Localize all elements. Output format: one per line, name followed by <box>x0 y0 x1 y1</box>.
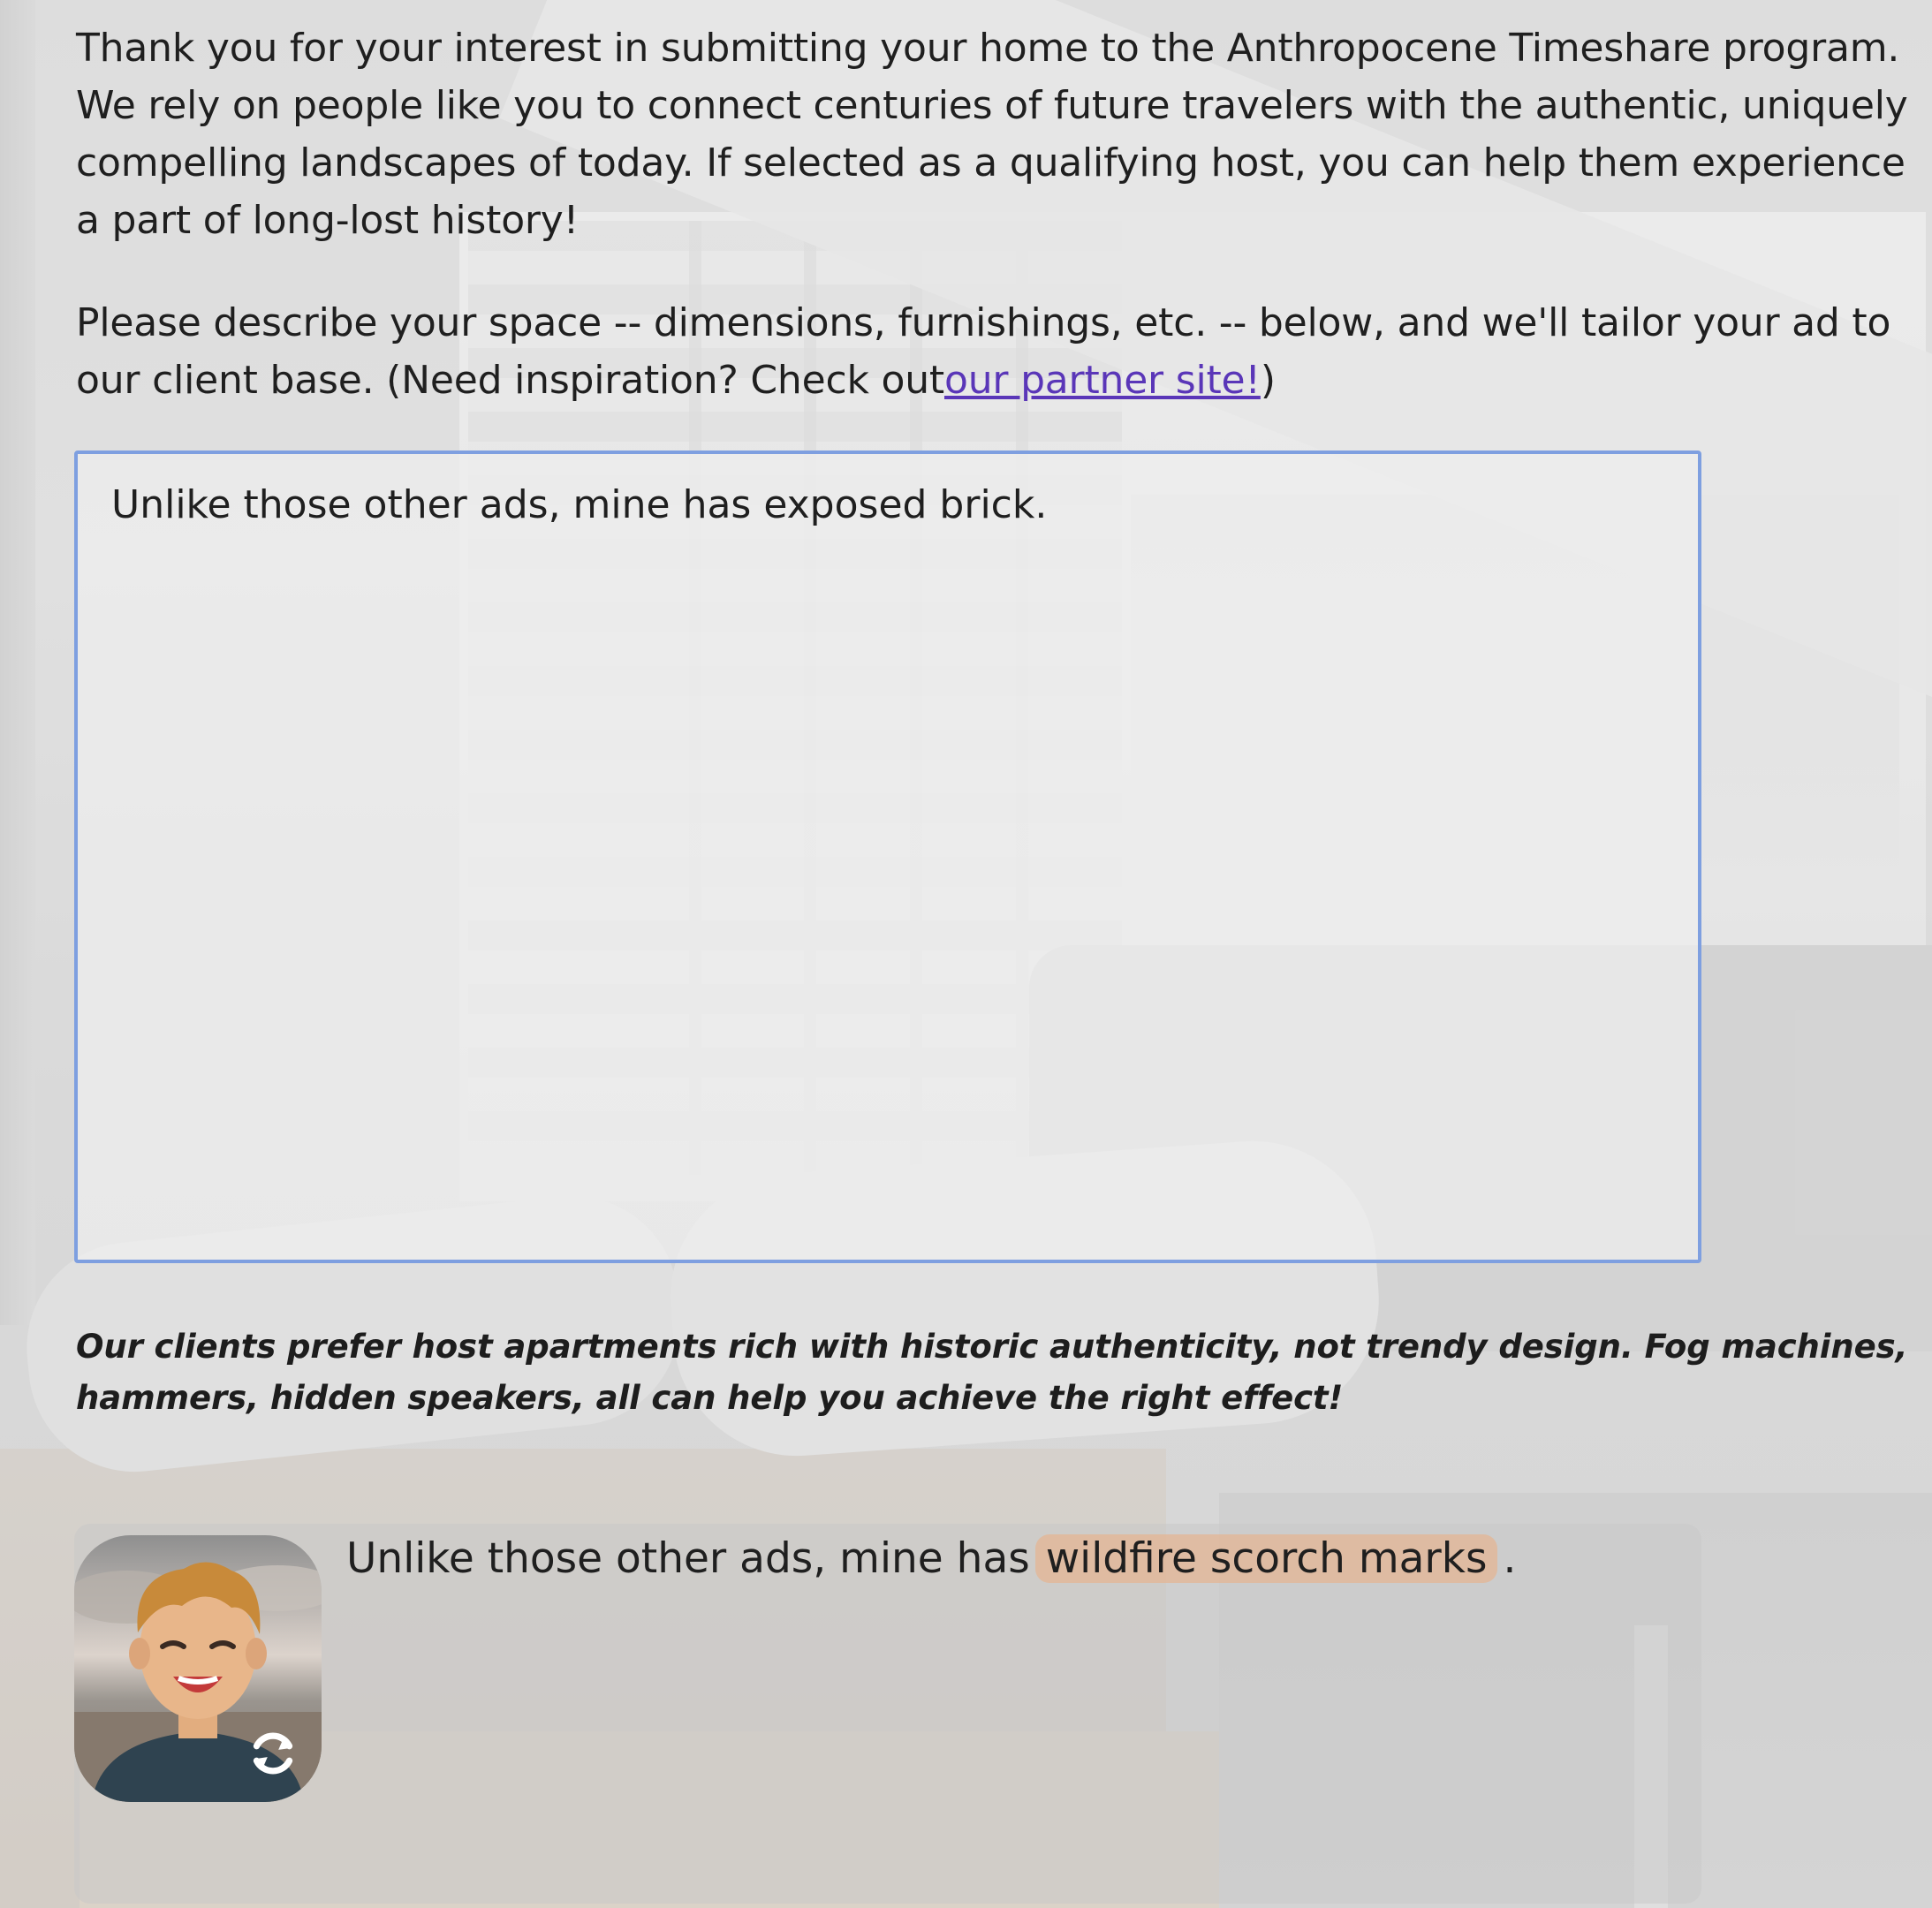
tip-text: Our clients prefer host apartments rich with historic authenticity, not trendy design. Fog machines, hammers, hidden speakers, all can help you achieve the right effect! <box>76 1328 1908 1417</box>
generated-ad-text <box>346 1530 1671 1588</box>
intro-paragraph: Thank you for your interest in submitting your home to the Anthropocene Timeshare program. We rely on people like you to connect centuries of future travelers with the authentic, uniquely compelling landscapes of today. If selected as a qualifying host, you can help them experience a part of long-lost history! <box>76 26 1908 243</box>
generated-ad-suffix: . <box>1503 1534 1517 1583</box>
refresh-icon[interactable] <box>244 1724 302 1783</box>
avatar[interactable] <box>74 1535 322 1802</box>
instructions-paragraph <box>76 294 1922 409</box>
space-description-input[interactable] <box>74 450 1701 1263</box>
highlighted-phrase: wildfire scorch marks <box>1035 1534 1498 1583</box>
instructions-text: Please describe your space -- dimensions, furnishings, etc. -- below, and we'll tailor your ad to our client base. (Need inspiration? Check out <box>76 300 1891 403</box>
partner-site-link[interactable]: our partner site! <box>943 358 1261 403</box>
generated-ad-prefix: Unlike those other ads, mine has <box>346 1534 1030 1583</box>
instructions-close-paren: ) <box>1260 358 1276 403</box>
